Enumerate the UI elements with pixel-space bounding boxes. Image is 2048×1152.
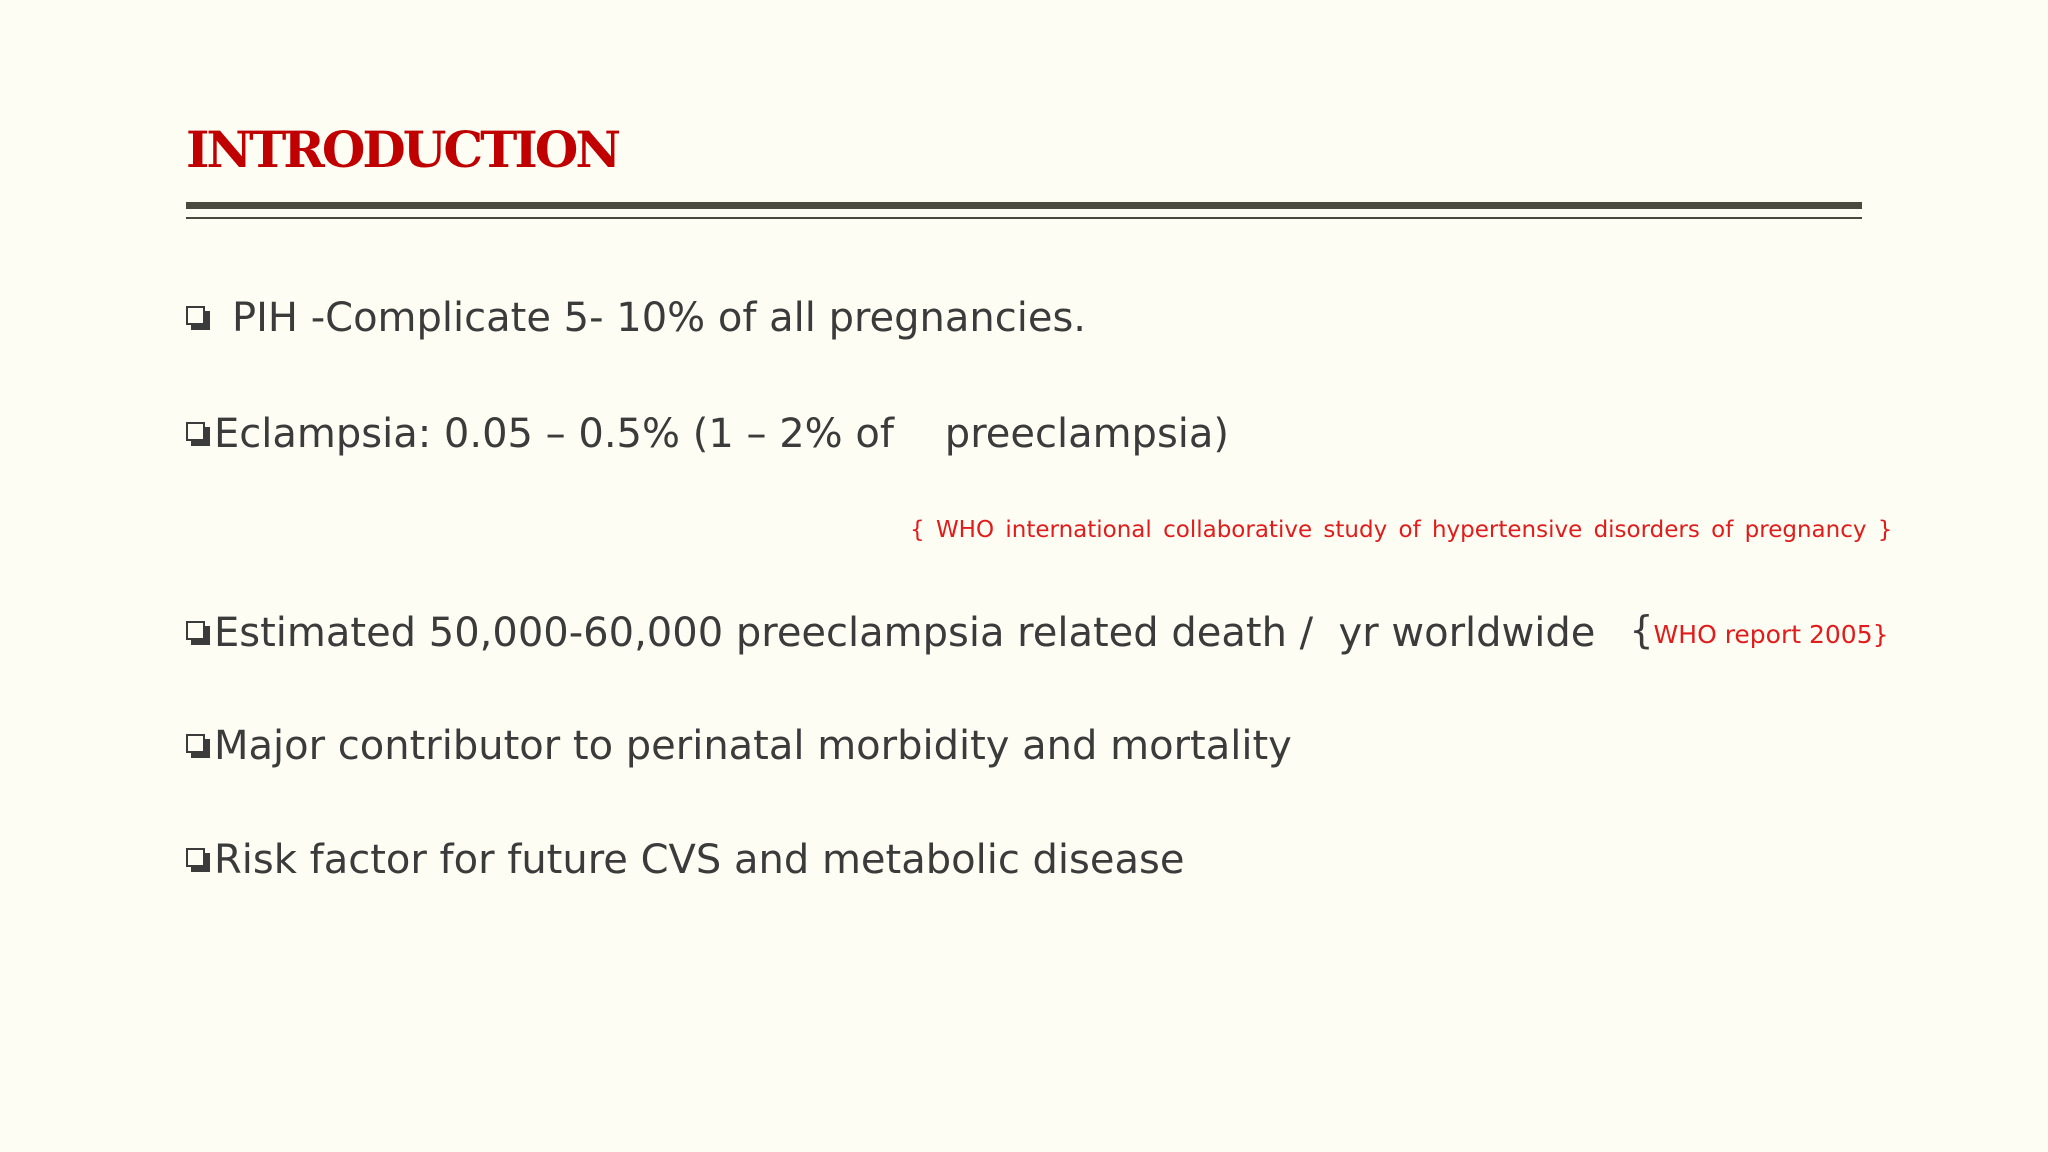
bullet-text: Risk factor for future CVS and metabolic disease [214,837,1185,883]
reference-text: WHO report 2005} [1653,620,1889,649]
bullet-item [186,604,1889,661]
bullet-text: Major contributor to perinatal morbidity and mortality [214,723,1292,769]
square-checkbox-icon [186,306,210,330]
bullet-item [186,292,1086,344]
bullet-item [186,408,1229,460]
bullet-item [186,834,1184,886]
bullet-item [186,720,1292,772]
slide-title: INTRODUCTION [186,120,619,179]
reference-citation-inline [1629,604,1888,661]
square-checkbox-icon [186,621,210,645]
title-divider-thick [186,202,1862,209]
bullet-text: PIH -Complicate 5- 10% of all pregnancies. [232,295,1087,341]
square-checkbox-icon [186,422,210,446]
reference-open-brace: { [1629,608,1654,652]
title-divider-thin [186,217,1862,219]
square-checkbox-icon [186,734,210,758]
reference-citation: { WHO international collaborative study of hypertensive disorders of pregnancy } [910,517,1893,543]
square-checkbox-icon [186,848,210,872]
bullet-text: Estimated 50,000-60,000 preeclampsia related death / yr worldwide [214,609,1596,656]
bullet-text: Eclampsia: 0.05 – 0.5% (1 – 2% of preeclampsia) [214,411,1230,457]
